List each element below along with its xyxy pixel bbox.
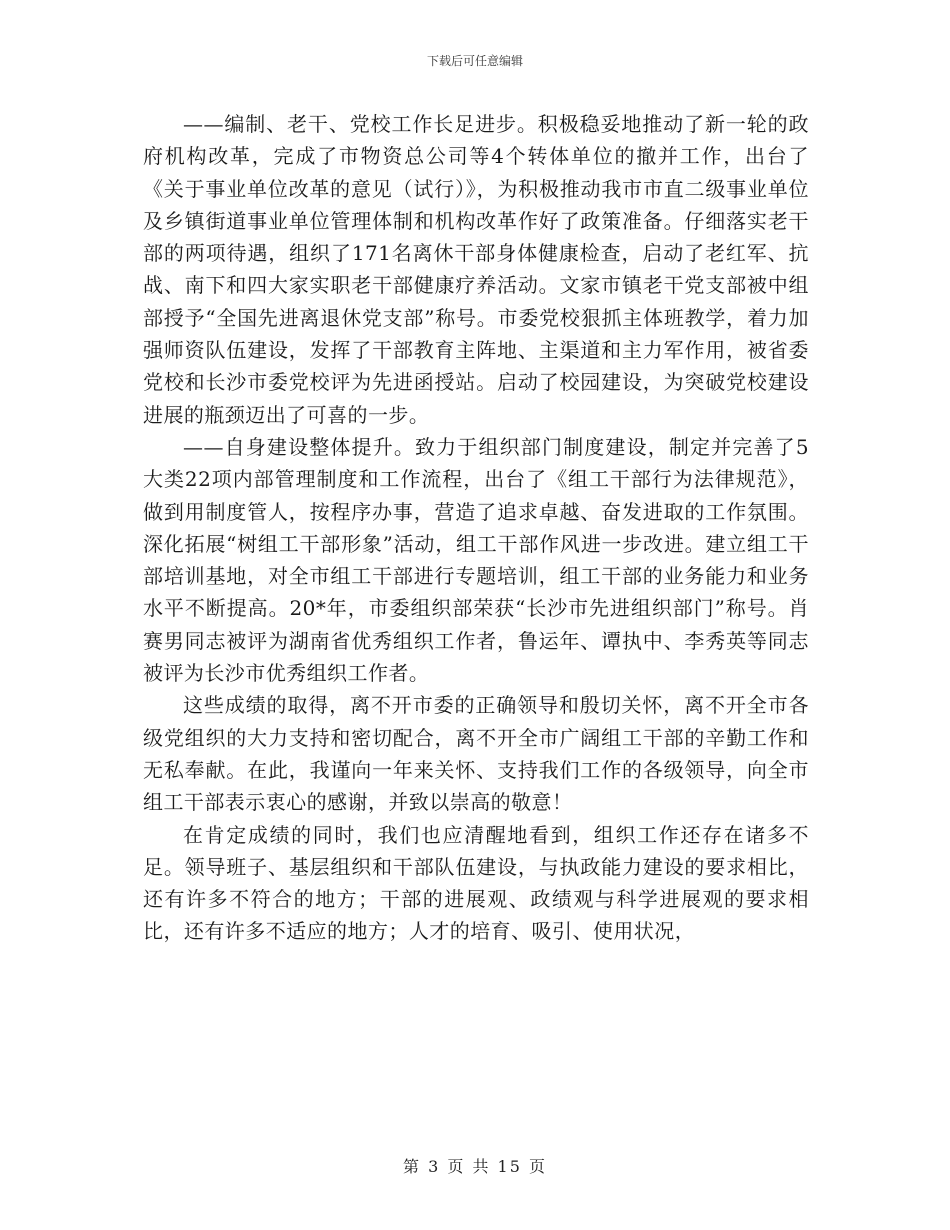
page-number: 第 3 页 共 15 页	[403, 1157, 547, 1176]
paragraph-organization-reform: ——编制、老干、党校工作长足进步。积极稳妥地推动了新一轮的政府机构改革，完成了市物资总公司等4个转体单位的撤并工作，出台了《关于事业单位改革的意见（试行）》，为积极推动我市市直二级事业单位及乡镇街道事业单位管理体制和机构改革作好了政策准备。仔细落实老干部的两项待遇，组织了171名离休干部身体健康检查，启动了老红军、抗战、南下和四大家实职老干部健康疗养活动。文家市镇老干党支部被中组部授予“全国先进离退休党支部”称号。市委党校狠抓主体班教学，着力加强师资队伍建设，发挥了干部教育主阵地、主渠道和主力军作用，被省委党校和长沙市委党校评为先进函授站。启动了校园建设，为突破党校建设进展的瓶颈迈出了可喜的一步。	[143, 112, 809, 427]
page-header-note: 下载后可任意编辑	[426, 54, 523, 68]
paragraph-self-building: ——自身建设整体提升。致力于组织部门制度建设，制定并完善了5大类22项内部管理制度和工作流程，出台了《组工干部行为法律规范》，做到用制度管人，按程序办事，营造了追求卓越、奋发进取的工作氛围。深化拓展“树组工干部形象”活动，组工干部作风进一步改进。建立组工干部培训基地，对全市组工干部进行专题培训，组工干部的业务能力和业务水平不断提高。20*年，市委组织部荣获“长沙市先进组织部门”称号。肖赛男同志被评为湖南省优秀组织工作者，鲁运年、谭执中、李秀英等同志被评为长沙市优秀组织工作者。	[143, 434, 809, 686]
paragraph-acknowledgement: 这些成绩的取得，离不开市委的正确领导和殷切关怀，离不开全市各级党组织的大力支持和密切配合，离不开全市广阔组工干部的辛勤工作和无私奉献。在此，我谨向一年来关怀、支持我们工作的各级领导，向全市组工干部表示衷心的感谢，并致以崇高的敬意！	[143, 693, 809, 815]
paragraph-shortcomings: 在肯定成绩的同时，我们也应清醒地看到，组织工作还存在诸多不足。领导班子、基层组织和干部队伍建设，与执政能力建设的要求相比，还有许多不符合的地方；干部的进展观、政绩观与科学进展观的要求相比，还有许多不适应的地方；人才的培育、吸引、使用状况，	[143, 822, 809, 944]
document-body	[143, 108, 809, 948]
